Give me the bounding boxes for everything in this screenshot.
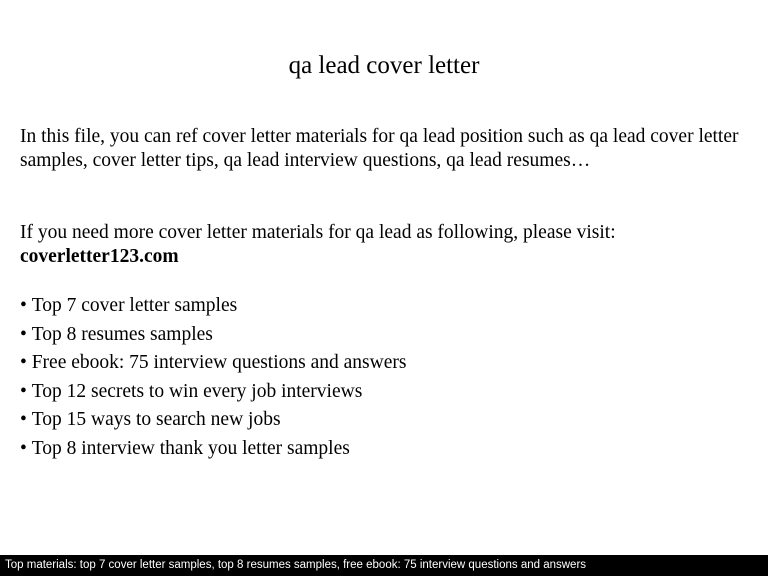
- visit-paragraph: [20, 221, 740, 269]
- list-item: • Free ebook: 75 interview questions and answers: [20, 349, 740, 378]
- document-title: qa lead cover letter: [288, 52, 480, 79]
- list-item: • Top 15 ways to search new jobs: [20, 406, 740, 435]
- intro-paragraph: In this file, you can ref cover letter materials for qa lead position such as qa lead cover letter samples, cover letter tips, qa lead interview questions, qa lead resumes…: [20, 126, 739, 171]
- materials-list: [20, 292, 740, 463]
- visit-text: If you need more cover letter materials for qa lead as following, please visit:: [20, 222, 616, 243]
- footer-bar: Top materials: top 7 cover letter samples, top 8 resumes samples, free ebook: 75 interview questions and answers: [0, 555, 768, 576]
- list-item: • Top 7 cover letter samples: [20, 292, 740, 321]
- list-item: • Top 12 secrets to win every job interviews: [20, 378, 740, 407]
- list-item: • Top 8 resumes samples: [20, 321, 740, 350]
- list-item: • Top 8 interview thank you letter samples: [20, 435, 740, 464]
- website-link[interactable]: coverletter123.com: [20, 246, 179, 267]
